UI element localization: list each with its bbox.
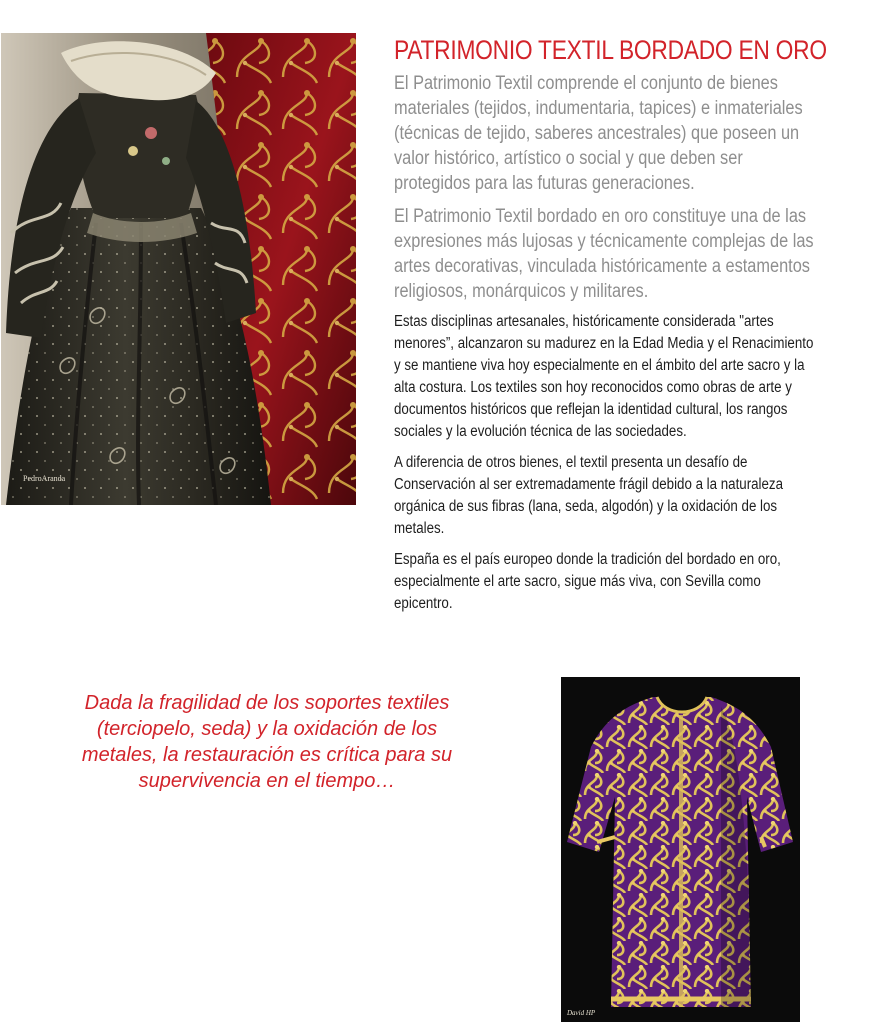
gold-embroidered-dalmatic-image: [561, 677, 800, 1022]
embroidered-gown-image: [1, 33, 356, 505]
photo-credit: PedroAranda: [23, 474, 66, 483]
body-paragraph: España es el país europeo donde la tradición del bordado en oro, especialmente el arte sacro, sigue más viva, con Sevilla como epicentro.: [394, 551, 781, 612]
photo-credit: David HP: [567, 1009, 596, 1017]
article-title: PATRIMONIO TEXTIL BORDADO EN ORO: [394, 35, 827, 65]
lead-paragraph: El Patrimonio Textil comprende el conjunto de bienes materiales (tejidos, indumentaria, tapices) e inmateriales (técnicas de tejido, saberes ancestrales) que poseen un valor histórico, artístico o social y que deben ser protegidos para las futuras generaciones.: [394, 73, 803, 194]
article-body: [394, 33, 827, 624]
lead-paragraph: El Patrimonio Textil bordado en oro constituye una de las expresiones más lujosas y técnicamente complejas de las artes decorativas, vinculada históricamente a estamentos religiosos, monárquicos y militares.: [394, 206, 814, 302]
embroidered-gown-photo: [1, 33, 356, 505]
gold-embroidered-dalmatic-photo: [561, 677, 800, 1022]
body-paragraph: Estas disciplinas artesanales, históricamente considerada "artes menores”, alcanzaron su madurez en la Edad Media y el Renacimiento y se mantiene viva hoy especialmente en el ámbito del arte sacro y la alta costura. Los textiles son hoy reconocidos como obras de arte y documentos históricos que reflejan la identidad cultural, los rangos sociales y la evolución técnica de las sociedades.: [394, 313, 814, 440]
body-paragraph: A diferencia de otros bienes, el textil presenta un desafío de Conservación al ser extremadamente frágil debido a la naturaleza orgánica de sus fibras (lana, seda, algodón) y la oxidación de los metales.: [394, 454, 784, 537]
pull-quote: Dada la fragilidad de los soportes textiles (terciopelo, seda) y la oxidación de los metales, la restauración es crítica para su supervivencia en el tiempo…: [81, 692, 453, 792]
